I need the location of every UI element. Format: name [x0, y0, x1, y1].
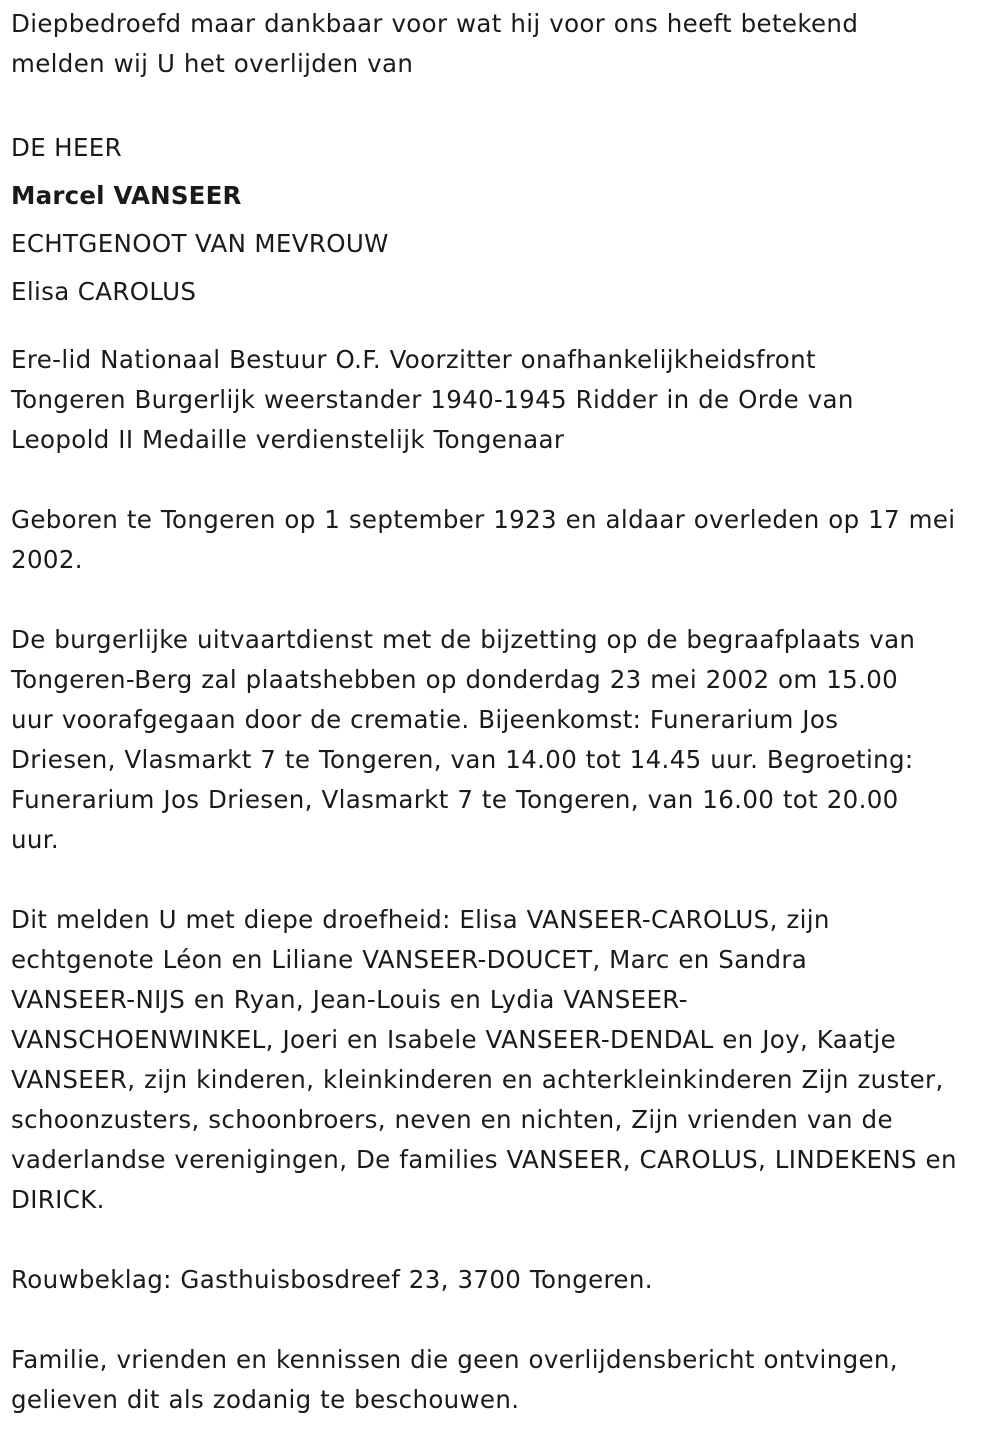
title-line: DE HEER — [11, 133, 122, 162]
intro-text: Diepbedroefd maar dankbaar voor wat hij voor ons heeft betekend melden wij U het overlijden van — [11, 9, 859, 78]
funeral-text: De burgerlijke uitvaartdienst met de bijzetting op de begraafplaats van Tongeren-Berg zal plaatshebben op donderdag 23 mei 2002 om 15.00 uur voorafgegaan door de crematie. Bijeenkomst: Funerarium Jos Driesen, Vlasmarkt 7 te Tongeren, van 14.00 tot 14.45 uur. Begroeting: Funerarium Jos Driesen, Vlasmarkt 7 te Tongeren, van 16.00 tot 20.00 uur. — [11, 625, 916, 854]
birth-death-text: Geboren te Tongeren op 1 september 1923 en aldaar overleden op 17 mei 2002. — [11, 505, 956, 574]
closing-text: Familie, vrienden en kennissen die geen overlijdensbericht ontvingen, gelieven dit als zodanig te beschouwen. — [11, 1345, 898, 1414]
spouse-label: ECHTGENOOT VAN MEVROUW — [11, 229, 389, 258]
spouse-name: Elisa CAROLUS — [11, 277, 197, 306]
deceased-name: Marcel VANSEER — [11, 181, 242, 210]
condolence-address: Rouwbeklag: Gasthuisbosdreef 23, 3700 Tongeren. — [11, 1265, 653, 1294]
titles-text: Ere-lid Nationaal Bestuur O.F. Voorzitter onafhankelijkheidsfront Tongeren Burgerlijk weerstander 1940-1945 Ridder in de Orde van Leopold II Medaille verdienstelijk Tongenaar — [11, 345, 854, 454]
obituary-notice — [11, 4, 993, 1420]
family-text: Dit melden U met diepe droefheid: Elisa VANSEER-CAROLUS, zijn echtgenote Léon en Liliane VANSEER-DOUCET, Marc en Sandra VANSEER-NIJS en Ryan, Jean-Louis en Lydia VANSEER- VANSCHOENWINKEL, Joeri en Isabele VANSEER-DENDAL en Joy, Kaatje VANSEER, zijn kinderen, kleinkinderen en achterkleinkinderen Zijn zuster, schoonzusters, schoonbroers, neven en nichten, Zijn vrienden van de vaderlandse verenigingen, De families VANSEER, CAROLUS, LINDEKENS en DIRICK. — [11, 905, 957, 1214]
